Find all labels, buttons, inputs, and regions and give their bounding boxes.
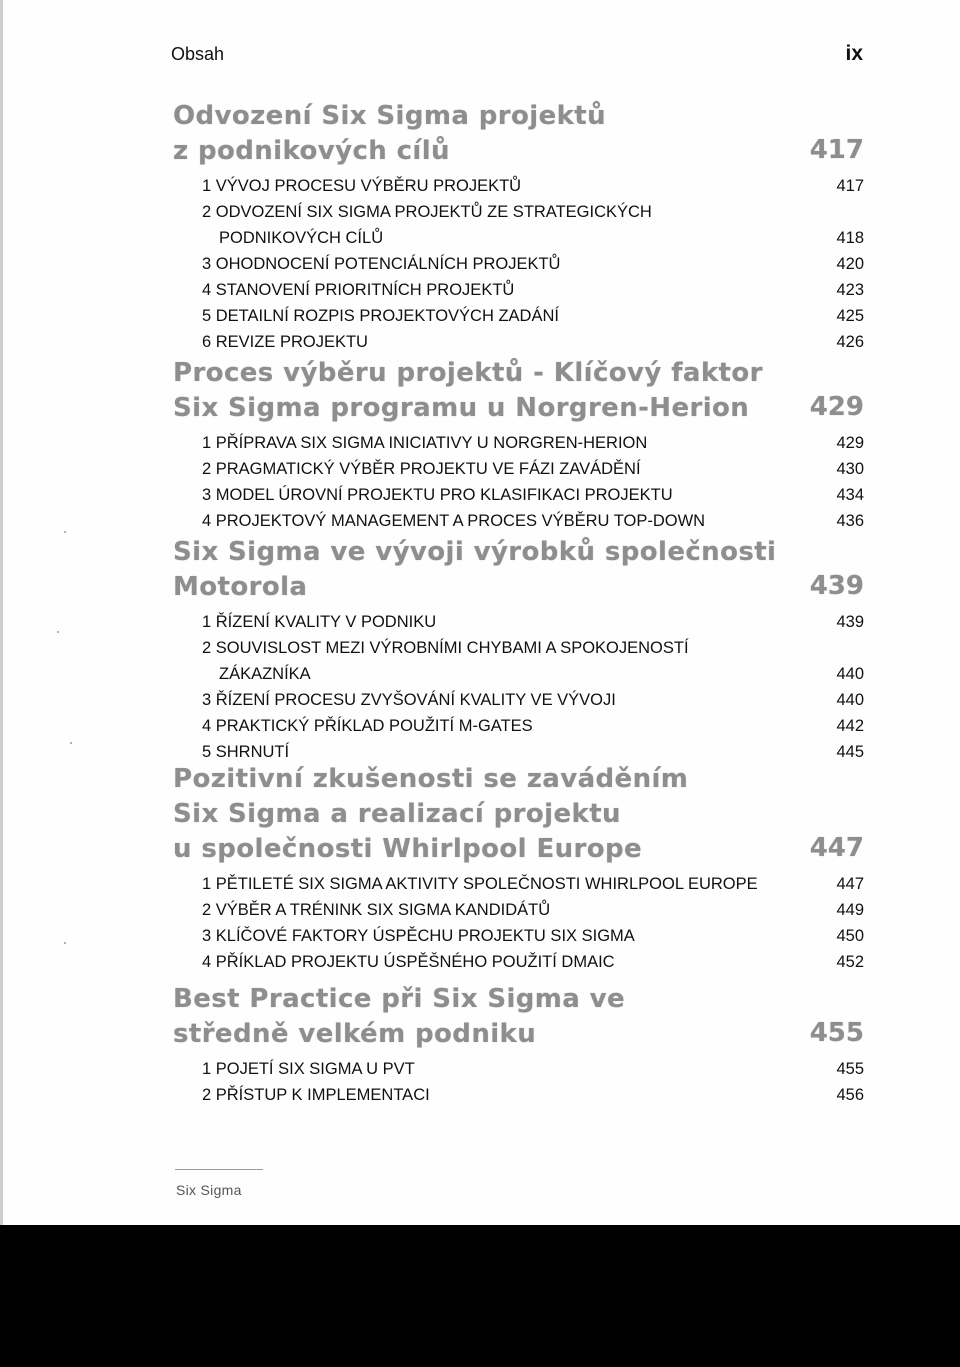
toc-entry[interactable] bbox=[202, 687, 864, 713]
scanner-background bbox=[0, 1225, 960, 1367]
toc-entry-title bbox=[202, 303, 559, 329]
toc-entry-title bbox=[202, 199, 652, 251]
toc-entry-line: PODNIKOVÝCH CÍLŮ bbox=[219, 229, 384, 247]
section-page-number: 417 bbox=[809, 135, 864, 165]
toc-entry-page-number: 423 bbox=[836, 281, 864, 299]
toc-entry-page-number: 442 bbox=[836, 717, 864, 735]
toc-entry-line: 6 REVIZE PROJEKTU bbox=[202, 333, 368, 351]
toc-entry[interactable] bbox=[202, 1056, 864, 1082]
scan-speck bbox=[64, 942, 66, 944]
toc-entry-page-number: 425 bbox=[836, 307, 864, 325]
toc-entry-page-number: 445 bbox=[836, 743, 864, 761]
toc-entry[interactable] bbox=[202, 251, 864, 277]
section-title bbox=[173, 762, 793, 867]
section-title-line: Odvození Six Sigma projektů bbox=[173, 101, 607, 131]
toc-entry-page-number: 439 bbox=[836, 613, 864, 631]
section-title bbox=[173, 982, 793, 1052]
toc-entry-page-number: 420 bbox=[836, 255, 864, 273]
toc-entry-line: 1 ŘÍZENÍ KVALITY V PODNIKU bbox=[202, 613, 437, 631]
toc-entry-page-number: 449 bbox=[836, 901, 864, 919]
toc-entry-page-number: 440 bbox=[836, 691, 864, 709]
toc-entry-title bbox=[202, 871, 758, 897]
toc-entry-line: 1 PŘÍPRAVA SIX SIGMA INICIATIVY U NORGREN-HERION bbox=[202, 434, 648, 452]
toc-entry-line: 2 SOUVISLOST MEZI VÝROBNÍMI CHYBAMI A SPOKOJENOSTÍ bbox=[202, 639, 689, 657]
toc-entry-page-number: 436 bbox=[836, 512, 864, 530]
toc-entry[interactable] bbox=[202, 1082, 864, 1108]
toc-entry-title bbox=[202, 430, 647, 456]
toc-entry-line: 4 PŘÍKLAD PROJEKTU ÚSPĚŠNÉHO POUŽITÍ DMAIC bbox=[202, 953, 615, 971]
scan-speck bbox=[64, 531, 66, 533]
footer-rule bbox=[175, 1169, 263, 1170]
section-title-line: Motorola bbox=[173, 572, 308, 602]
toc-entry[interactable] bbox=[202, 508, 864, 534]
toc-entry-title bbox=[202, 508, 705, 534]
page-number: ix bbox=[845, 42, 863, 65]
scan-speck bbox=[70, 742, 72, 744]
toc-entry-page-number: 447 bbox=[836, 875, 864, 893]
toc-entry-title bbox=[202, 713, 533, 739]
section-title-line: Six Sigma programu u Norgren-Herion bbox=[173, 393, 750, 423]
toc-entry[interactable] bbox=[202, 329, 864, 355]
toc-entry-title bbox=[202, 1056, 415, 1082]
toc-entry-page-number: 430 bbox=[836, 460, 864, 478]
toc-entry-title bbox=[202, 1082, 430, 1108]
section-title bbox=[173, 535, 793, 605]
section-title-line: Six Sigma ve vývoji výrobků společnosti bbox=[173, 537, 777, 567]
section-title-line: Six Sigma a realizací projektu bbox=[173, 799, 621, 829]
toc-entry[interactable] bbox=[202, 277, 864, 303]
toc-entry-title bbox=[202, 173, 521, 199]
toc-entry-page-number: 434 bbox=[836, 486, 864, 504]
section-page-number: 447 bbox=[809, 833, 864, 863]
toc-entry-title bbox=[202, 329, 368, 355]
toc-entry-page-number: 452 bbox=[836, 953, 864, 971]
toc-entry-line: 1 POJETÍ SIX SIGMA U PVT bbox=[202, 1060, 415, 1078]
toc-entry-line: 4 PRAKTICKÝ PŘÍKLAD POUŽITÍ M-GATES bbox=[202, 717, 533, 735]
running-header-title: Obsah bbox=[171, 44, 225, 64]
toc-entry[interactable] bbox=[202, 949, 864, 975]
section-title-line: u společnosti Whirlpool Europe bbox=[173, 834, 643, 864]
toc-entry-title bbox=[202, 897, 550, 923]
toc-entry[interactable] bbox=[202, 923, 864, 949]
toc-entry-page-number: 455 bbox=[836, 1060, 864, 1078]
toc-entry-page-number: 450 bbox=[836, 927, 864, 945]
scan-edge bbox=[0, 0, 3, 1225]
scan-speck bbox=[57, 631, 59, 633]
toc-entry-title bbox=[202, 251, 560, 277]
toc-entry-line: 3 MODEL ÚROVNÍ PROJEKTU PRO KLASIFIKACI PROJEKTU bbox=[202, 486, 673, 504]
section-title-line: Proces výběru projektů - Klíčový faktor bbox=[173, 358, 763, 388]
section-title bbox=[173, 99, 793, 169]
toc-entry-title bbox=[202, 456, 641, 482]
toc-entry[interactable] bbox=[202, 897, 864, 923]
toc-entry-line: 1 PĚTILETÉ SIX SIGMA AKTIVITY SPOLEČNOSTI WHIRLPOOL EUROPE bbox=[202, 875, 758, 893]
section-page-number: 429 bbox=[809, 392, 864, 422]
toc-entry[interactable] bbox=[202, 199, 864, 251]
toc-entry-line: 3 ŘÍZENÍ PROCESU ZVYŠOVÁNÍ KVALITY VE VÝVOJI bbox=[202, 691, 616, 709]
toc-entry-line: 3 KLÍČOVÉ FAKTORY ÚSPĚCHU PROJEKTU SIX SIGMA bbox=[202, 927, 635, 945]
toc-entry-line: 2 ODVOZENÍ SIX SIGMA PROJEKTŮ ZE STRATEGICKÝCH bbox=[202, 203, 652, 221]
section-title-line: středně velkém podniku bbox=[173, 1019, 537, 1049]
toc-entry-title bbox=[202, 609, 436, 635]
toc-entry-title bbox=[202, 687, 616, 713]
toc-entry-title bbox=[202, 635, 689, 687]
footer-book-title: Six Sigma bbox=[176, 1182, 242, 1198]
toc-entry-page-number: 418 bbox=[836, 229, 864, 247]
toc-entry-line: 2 PRAGMATICKÝ VÝBĚR PROJEKTU VE FÁZI ZAVÁDĚNÍ bbox=[202, 460, 641, 478]
toc-entry-line: 5 SHRNUTÍ bbox=[202, 743, 290, 761]
section-page-number: 439 bbox=[809, 571, 864, 601]
toc-entry-page-number: 426 bbox=[836, 333, 864, 351]
toc-entry[interactable] bbox=[202, 635, 864, 687]
toc-entry[interactable] bbox=[202, 173, 864, 199]
section-title-line: z podnikových cílů bbox=[173, 136, 450, 166]
section-page-number: 455 bbox=[809, 1018, 864, 1048]
toc-entry[interactable] bbox=[202, 482, 864, 508]
toc-entry-title bbox=[202, 482, 673, 508]
toc-entry-page-number: 440 bbox=[836, 665, 864, 683]
section-title-line: Best Practice při Six Sigma ve bbox=[173, 984, 626, 1014]
toc-entry-page-number: 456 bbox=[836, 1086, 864, 1104]
toc-entry-line: ZÁKAZNÍKA bbox=[219, 665, 311, 683]
toc-entry-page-number: 429 bbox=[836, 434, 864, 452]
toc-entry-line: 5 DETAILNÍ ROZPIS PROJEKTOVÝCH ZADÁNÍ bbox=[202, 307, 559, 325]
toc-entry-line: 4 STANOVENÍ PRIORITNÍCH PROJEKTŮ bbox=[202, 281, 515, 299]
toc-entry-title bbox=[202, 949, 615, 975]
section-title bbox=[173, 356, 793, 426]
toc-entry-line: 2 PŘÍSTUP K IMPLEMENTACI bbox=[202, 1086, 430, 1104]
toc-entry-title bbox=[202, 277, 514, 303]
toc-entry-line: 4 PROJEKTOVÝ MANAGEMENT A PROCES VÝBĚRU TOP-DOWN bbox=[202, 512, 706, 530]
toc-entry-title bbox=[202, 923, 635, 949]
toc-entry-line: 1 VÝVOJ PROCESU VÝBĚRU PROJEKTŮ bbox=[202, 177, 522, 195]
toc-entry[interactable] bbox=[202, 456, 864, 482]
toc-entry[interactable] bbox=[202, 871, 864, 897]
toc-entry-page-number: 417 bbox=[836, 177, 864, 195]
toc-entry[interactable] bbox=[202, 430, 864, 456]
toc-entry[interactable] bbox=[202, 303, 864, 329]
section-title-line: Pozitivní zkušenosti se zaváděním bbox=[173, 764, 689, 794]
toc-entry-line: 3 OHODNOCENÍ POTENCIÁLNÍCH PROJEKTŮ bbox=[202, 255, 561, 273]
toc-entry[interactable] bbox=[202, 609, 864, 635]
toc-entry[interactable] bbox=[202, 713, 864, 739]
toc-entry-line: 2 VÝBĚR A TRÉNINK SIX SIGMA KANDIDÁTŮ bbox=[202, 901, 551, 919]
